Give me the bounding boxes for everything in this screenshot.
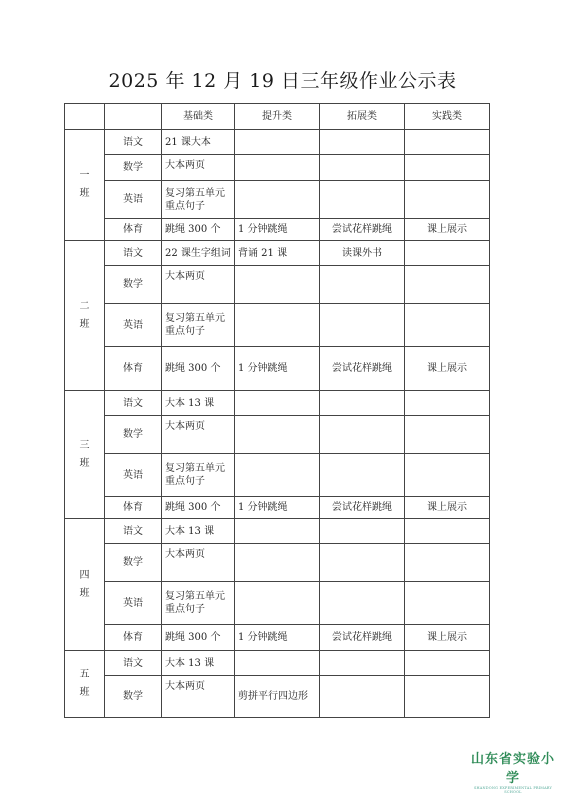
class-name-top: 五 <box>79 669 90 680</box>
basic-cell: 复习第五单元重点句子 <box>162 582 235 625</box>
improve-cell <box>235 155 320 181</box>
practice-cell: 课上展示 <box>405 219 490 241</box>
table-row <box>65 219 490 241</box>
improve-cell: 背诵 21 课 <box>235 241 320 266</box>
header-practice: 实践类 <box>405 104 490 130</box>
header-corner <box>65 104 105 130</box>
table-row <box>65 625 490 651</box>
improve-cell: 剪拼平行四边形 <box>235 676 320 718</box>
table-row <box>65 651 490 676</box>
logo-chinese-text: 山东省实验小学 <box>470 752 555 786</box>
practice-cell <box>405 676 490 718</box>
improve-cell: 1 分钟跳绳 <box>235 497 320 519</box>
basic-cell: 跳绳 300 个 <box>162 347 235 391</box>
extend-cell <box>320 582 405 625</box>
extend-cell: 尝试花样跳绳 <box>320 347 405 391</box>
table-row <box>65 130 490 155</box>
practice-cell <box>405 544 490 582</box>
table-row <box>65 266 490 304</box>
extend-cell: 尝试花样跳绳 <box>320 625 405 651</box>
extend-cell: 读课外书 <box>320 241 405 266</box>
improve-cell <box>235 130 320 155</box>
table-row <box>65 454 490 497</box>
header-subject <box>105 104 162 130</box>
basic-cell: 跳绳 300 个 <box>162 625 235 651</box>
improve-cell: 1 分钟跳绳 <box>235 347 320 391</box>
subject-cell: 数学 <box>105 676 162 718</box>
basic-cell: 大本两页 <box>162 266 235 304</box>
page-title: 2025 年 12 月 19 日三年级作业公示表 <box>108 70 457 92</box>
subject-cell: 体育 <box>105 625 162 651</box>
subject-cell: 数学 <box>105 155 162 181</box>
basic-cell: 大本两页 <box>162 155 235 181</box>
class-name-cell <box>65 651 105 718</box>
practice-cell: 课上展示 <box>405 625 490 651</box>
extend-cell <box>320 676 405 718</box>
practice-cell: 课上展示 <box>405 497 490 519</box>
basic-cell: 复习第五单元重点句子 <box>162 454 235 497</box>
subject-cell: 语文 <box>105 519 162 544</box>
header-improve: 提升类 <box>235 104 320 130</box>
subject-cell: 体育 <box>105 497 162 519</box>
subject-cell: 英语 <box>105 454 162 497</box>
table-row <box>65 676 490 718</box>
improve-cell <box>235 181 320 219</box>
subject-cell: 语文 <box>105 130 162 155</box>
table-row <box>65 155 490 181</box>
practice-cell <box>405 651 490 676</box>
subject-cell: 数学 <box>105 266 162 304</box>
header-extend: 拓展类 <box>320 104 405 130</box>
practice-cell <box>405 416 490 454</box>
extend-cell <box>320 519 405 544</box>
subject-cell: 英语 <box>105 582 162 625</box>
subject-cell: 语文 <box>105 241 162 266</box>
extend-cell <box>320 304 405 347</box>
practice-cell <box>405 155 490 181</box>
basic-cell: 大本两页 <box>162 676 235 718</box>
class-name-top: 二 <box>79 300 90 312</box>
practice-cell <box>405 519 490 544</box>
extend-cell <box>320 544 405 582</box>
homework-table <box>64 103 490 718</box>
practice-cell <box>405 391 490 416</box>
class-name-cell <box>65 519 105 651</box>
basic-cell: 复习第五单元重点句子 <box>162 304 235 347</box>
improve-cell <box>235 651 320 676</box>
basic-cell: 跳绳 300 个 <box>162 219 235 241</box>
basic-cell: 大本 13 课 <box>162 391 235 416</box>
class-name-bottom: 班 <box>79 687 90 698</box>
subject-cell: 数学 <box>105 544 162 582</box>
subject-cell: 英语 <box>105 181 162 219</box>
class-name-bottom: 班 <box>79 587 90 599</box>
improve-cell <box>235 582 320 625</box>
table-row <box>65 416 490 454</box>
school-logo <box>467 748 559 794</box>
improve-cell <box>235 266 320 304</box>
subject-cell: 体育 <box>105 219 162 241</box>
class-name-bottom: 班 <box>79 318 90 330</box>
table-row <box>65 391 490 416</box>
extend-cell <box>320 391 405 416</box>
class-name-cell <box>65 241 105 391</box>
subject-cell: 语文 <box>105 391 162 416</box>
basic-cell: 复习第五单元重点句子 <box>162 181 235 219</box>
practice-cell <box>405 181 490 219</box>
table-row <box>65 544 490 582</box>
class-name-top: 四 <box>79 569 90 581</box>
improve-cell <box>235 304 320 347</box>
class-name-top: 一 <box>79 170 90 181</box>
basic-cell: 跳绳 300 个 <box>162 497 235 519</box>
improve-cell <box>235 454 320 497</box>
header-row <box>65 104 490 130</box>
class-name-bottom: 班 <box>79 188 90 199</box>
extend-cell <box>320 651 405 676</box>
logo-english-text: SHANDONG EXPERIMENTAL PRIMARY SCHOOL <box>473 786 553 794</box>
basic-cell: 21 课大本 <box>162 130 235 155</box>
practice-cell <box>405 266 490 304</box>
table-row <box>65 497 490 519</box>
extend-cell <box>320 454 405 497</box>
table-row <box>65 519 490 544</box>
practice-cell <box>405 130 490 155</box>
improve-cell <box>235 544 320 582</box>
header-basic: 基础类 <box>162 104 235 130</box>
practice-cell <box>405 582 490 625</box>
extend-cell <box>320 266 405 304</box>
improve-cell: 1 分钟跳绳 <box>235 625 320 651</box>
improve-cell: 1 分钟跳绳 <box>235 219 320 241</box>
subject-cell: 数学 <box>105 416 162 454</box>
subject-cell: 语文 <box>105 651 162 676</box>
practice-cell <box>405 241 490 266</box>
table-row <box>65 241 490 266</box>
table-row <box>65 181 490 219</box>
improve-cell <box>235 519 320 544</box>
class-name-cell <box>65 130 105 241</box>
class-name-cell <box>65 391 105 519</box>
extend-cell: 尝试花样跳绳 <box>320 219 405 241</box>
subject-cell: 体育 <box>105 347 162 391</box>
improve-cell <box>235 416 320 454</box>
extend-cell <box>320 130 405 155</box>
practice-cell: 课上展示 <box>405 347 490 391</box>
subject-cell: 英语 <box>105 304 162 347</box>
class-name-bottom: 班 <box>79 457 90 469</box>
table-body <box>65 130 490 718</box>
practice-cell <box>405 454 490 497</box>
extend-cell <box>320 181 405 219</box>
basic-cell: 大本两页 <box>162 544 235 582</box>
class-name-top: 三 <box>79 439 90 451</box>
table-row <box>65 582 490 625</box>
extend-cell: 尝试花样跳绳 <box>320 497 405 519</box>
practice-cell <box>405 304 490 347</box>
basic-cell: 大本 13 课 <box>162 651 235 676</box>
table-row <box>65 347 490 391</box>
basic-cell: 22 课生字组词 <box>162 241 235 266</box>
improve-cell <box>235 391 320 416</box>
extend-cell <box>320 155 405 181</box>
basic-cell: 大本 13 课 <box>162 519 235 544</box>
extend-cell <box>320 416 405 454</box>
table-row <box>65 304 490 347</box>
basic-cell: 大本两页 <box>162 416 235 454</box>
